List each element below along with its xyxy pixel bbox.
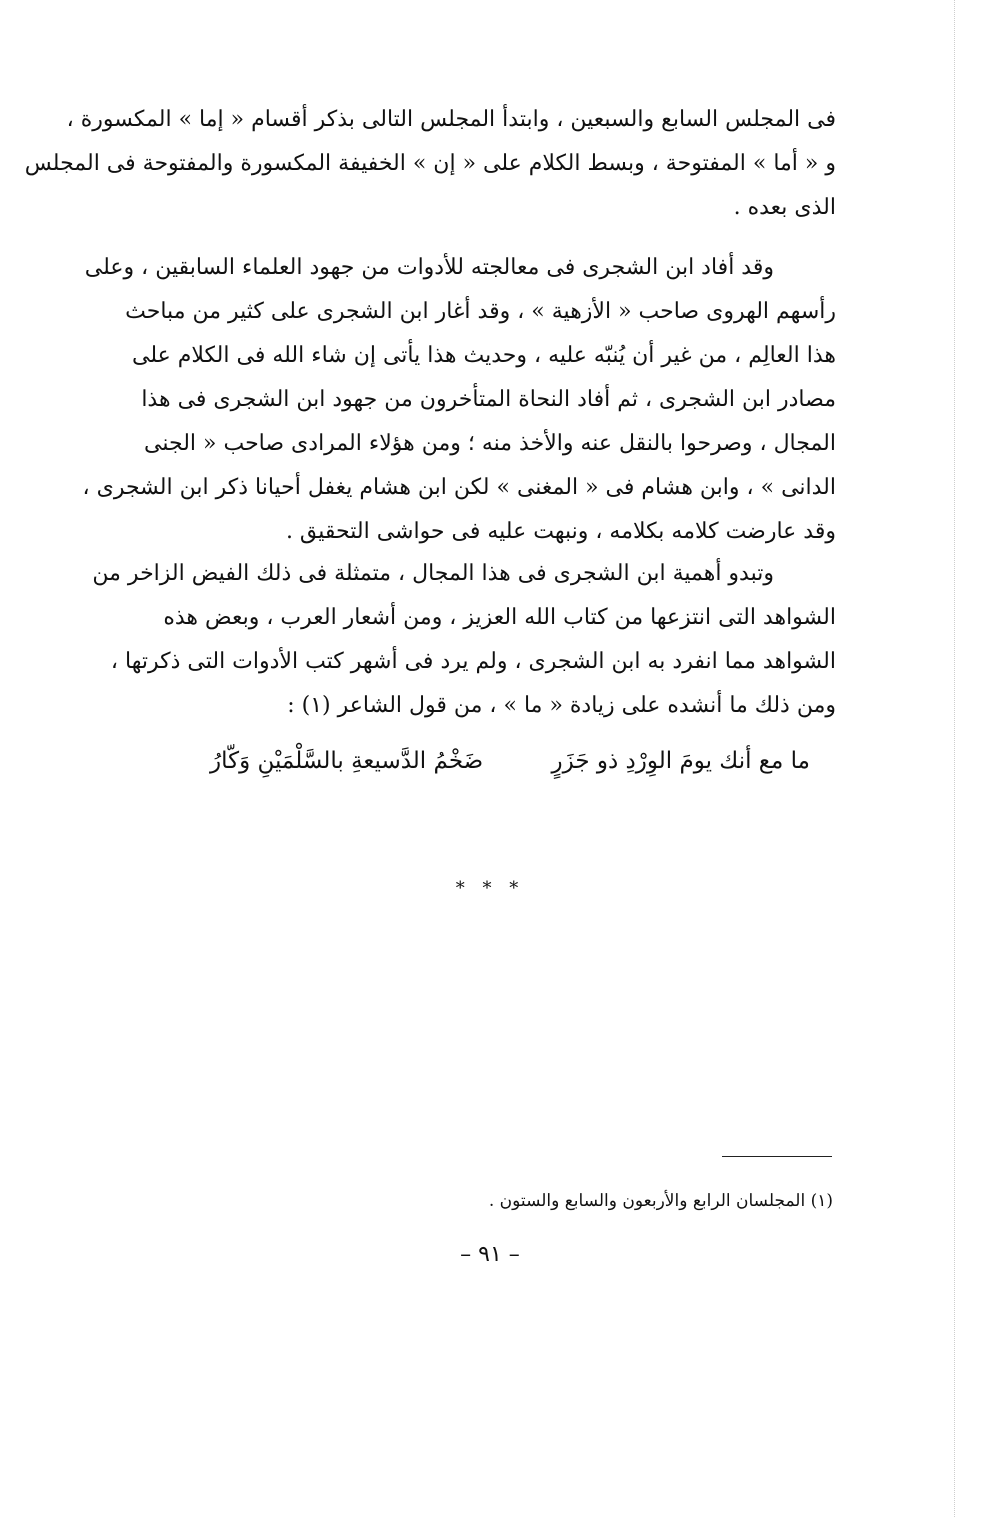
- paragraph-3-line-3: الشواهد مما انفرد به ابن الشجرى ، ولم يرد فى أشهر كتب الأدوات التى ذكرتها ،: [110, 649, 836, 674]
- paragraph-3: [92, 552, 836, 728]
- paragraph-2-line-2: رأسهم الهروى صاحب « الأزهية » ، وقد أغار ابن الشجرى على كثير من مباحث: [125, 299, 836, 324]
- paragraph-3-line-4: ومن ذلك ما أنشده على زيادة « ما » ، من قول الشاعر (١) :: [287, 693, 836, 718]
- paragraph-3-line-2: الشواهد التى انتزعها من كتاب الله العزيز ، ومن أشعار العرب ، وبعض هذه: [163, 605, 836, 630]
- paragraph-2-line-6: الدانى » ، وابن هشام فى « المغنى » لكن ابن هشام يغفل أحيانا ذكر ابن الشجرى ،: [82, 475, 836, 500]
- paragraph-1-line-3: الذى بعده .: [733, 195, 836, 220]
- scan-edge: [954, 0, 955, 1517]
- paragraph-1: [24, 98, 836, 230]
- paragraph-2-line-4: مصادر ابن الشجرى ، ثم أفاد النحاة المتأخرون من جهود ابن الشجرى فى هذا: [141, 387, 836, 412]
- paragraph-2-line-1: وقد أفاد ابن الشجرى فى معالجته للأدوات من جهود العلماء السابقين ، وعلى: [84, 255, 774, 280]
- footnote-divider: [722, 1156, 832, 1157]
- verse-second-hemistich: ضَخْمُ الدَّسيعةِ بالسَّلْمَيْنِ وَكّارُ: [210, 748, 484, 774]
- paragraph-2-line-5: المجال ، وصرحوا بالنقل عنه والأخذ منه ؛ ومن هؤلاء المرادى صاحب « الجنى: [144, 431, 836, 456]
- verse-first-hemistich: ما مع أنك يومَ الوِرْدِ ذو جَزَرٍ: [551, 748, 810, 774]
- paragraph-2-line-7: وقد عارضت كلامه بكلامه ، ونبهت عليه فى حواشى التحقيق .: [285, 519, 836, 544]
- paragraph-1-line-1: فى المجلس السابع والسبعين ، وابتدأ المجلس التالى بذكر أقسام « إما » المكسورة ،: [66, 107, 836, 132]
- footnote: (١) المجلسان الرابع والأربعون والسابع والستون .: [488, 1191, 833, 1211]
- page-number: – ٩١ –: [460, 1242, 520, 1267]
- paragraph-2-line-3: هذا العالِم ، من غير أن يُنبّه عليه ، وحديث هذا يأتى إن شاء الله فى الكلام على: [132, 343, 836, 368]
- poetry-verse: [210, 736, 810, 786]
- paragraph-1-line-2: و « أما » المفتوحة ، وبسط الكلام على « إن » الخفيفة المكسورة والمفتوحة فى المجلس: [24, 151, 836, 176]
- paragraph-3-line-1: وتبدو أهمية ابن الشجرى فى هذا المجال ، متمثلة فى ذلك الفيض الزاخر من: [92, 561, 774, 586]
- section-separator: * * *: [455, 878, 525, 899]
- paragraph-2: [82, 246, 836, 554]
